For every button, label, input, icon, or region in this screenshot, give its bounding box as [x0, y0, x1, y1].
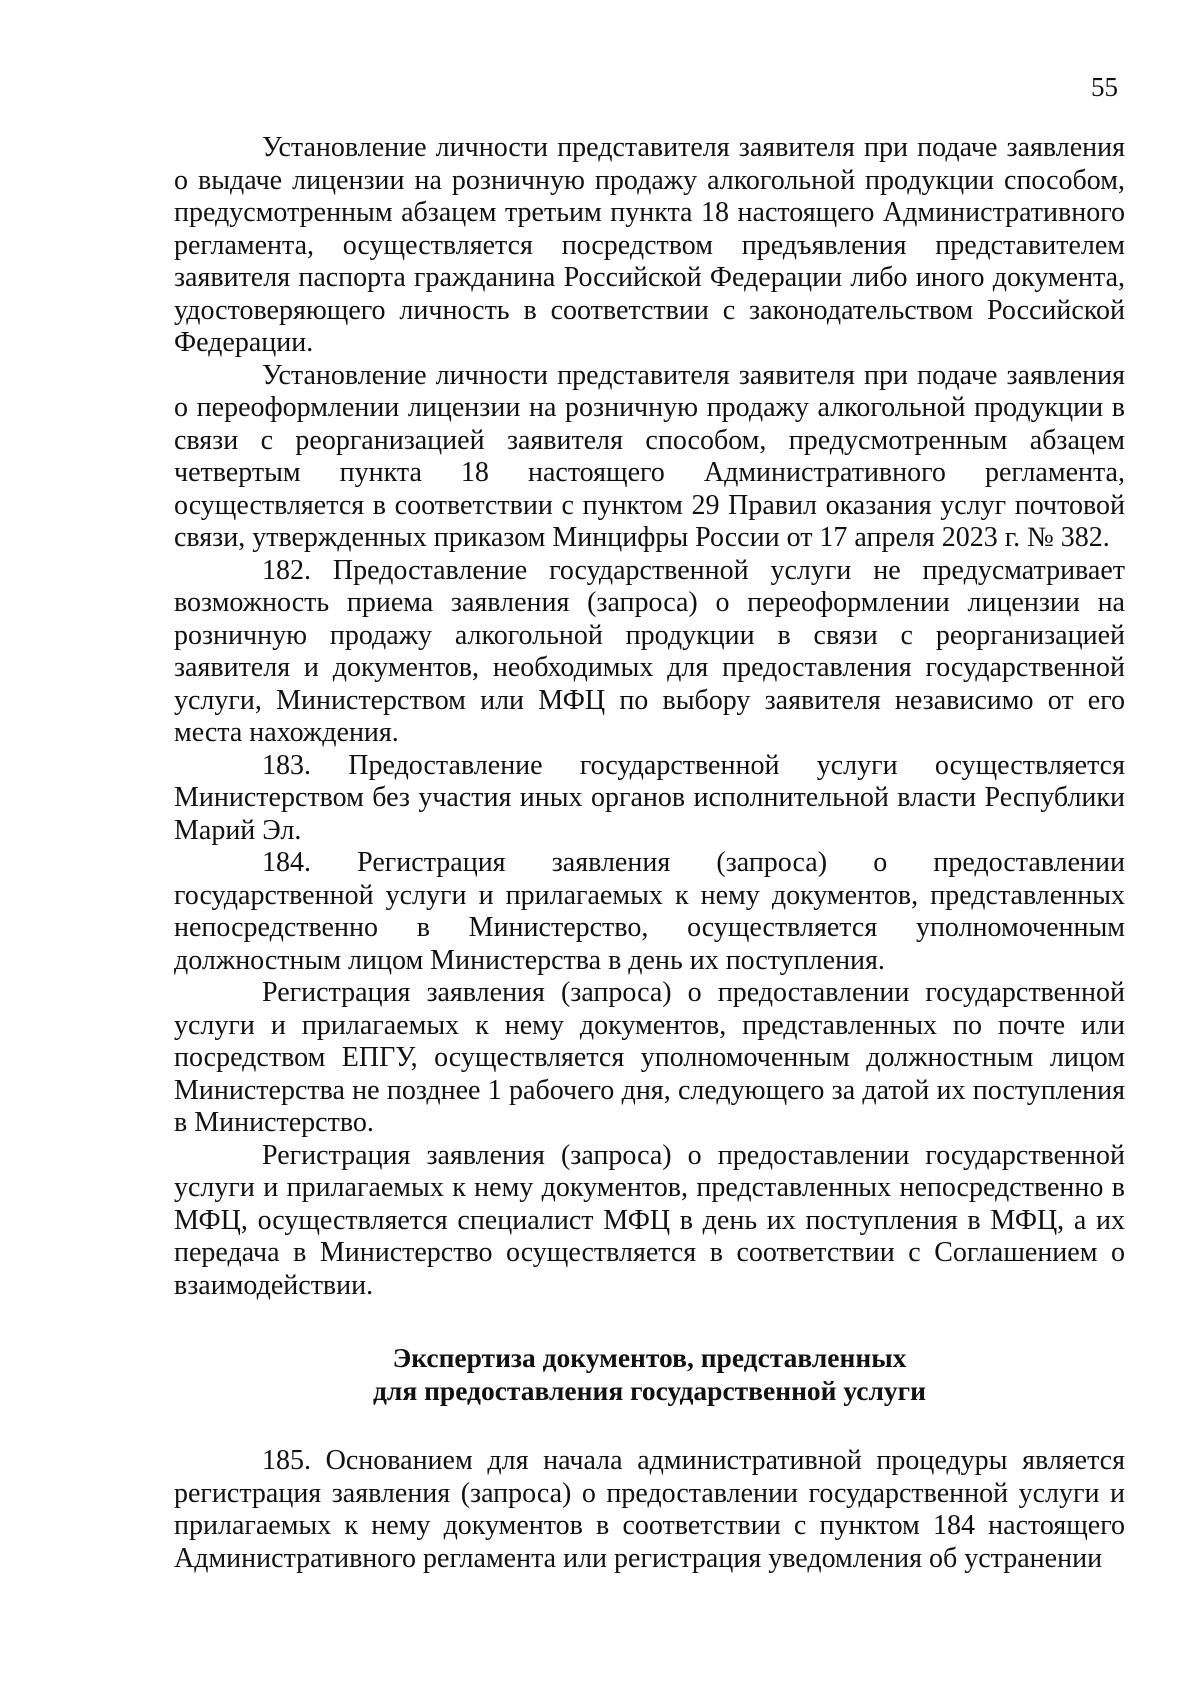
- paragraph-182: 182. Предоставление государственной услуги не предусматривает возможность приема заявления (запроса) о переоформлении лицензии на розничную продажу алкогольной продукции в связи с реорганизацией заявителя и документов, необходимых для предоставления государственной услуги, Министерством или МФЦ по выбору заявителя независимо от его места нахождения.: [174, 554, 1125, 748]
- section-heading-line-2: для предоставления государственной услуги: [372, 1374, 927, 1406]
- section-heading-line-1: Экспертиза документов, представленных: [392, 1342, 907, 1373]
- page-number: 55: [1091, 72, 1118, 102]
- paragraph-185: 185. Основанием для начала административной процедуры является регистрация заявления (запроса) о предоставлении государственной услуги и прилагаемых к нему документов в соответствии с пунктом 184 настоящего Административного регламента или регистрация уведомления об устранении: [174, 1445, 1125, 1574]
- paragraph-184: 184. Регистрация заявления (запроса) о предоставлении государственной услуги и прилагаемых к нему документов, представленных непосредственно в Министерство, осуществляется уполномоченным должностным лицом Министерства в день их поступления.: [174, 847, 1125, 976]
- document-body: [174, 132, 1125, 1575]
- paragraph-registration-mfc: Регистрация заявления (запроса) о предоставлении государственной услуги и прилагаемых к нему документов, представленных непосредственно в МФЦ, осуществляется специалист МФЦ в день их поступления в МФЦ, а их передача в Министерство осуществляется в соответствии с Соглашением о взаимодействии.: [174, 1139, 1125, 1301]
- paragraph-registration-post: Регистрация заявления (запроса) о предоставлении государственной услуги и прилагаемых к нему документов, представленных по почте или посредством ЕПГУ, осуществляется уполномоченным должностным лицом Министерства не позднее 1 рабочего дня, следующего за датой их поступления в Министерство.: [174, 977, 1125, 1138]
- paragraph-183: 183. Предоставление государственной услуги осуществляется Министерством без участия иных органов исполнительной власти Республики Марий Эл.: [174, 749, 1125, 846]
- paragraph-identity-reissue: Установление личности представителя заявителя при подаче заявления о переоформлении лицензии на розничную продажу алкогольной продукции в связи с реорганизацией заявителя способом, предусмотренным абзацем четвертым пункта 18 настоящего Административного регламента, осуществляется в соответствии с пунктом 29 Правил оказания услуг почтовой связи, утвержденных приказом Минцифры России от 17 апреля 2023 г. № 382.: [174, 359, 1125, 553]
- section-heading: [174, 1342, 1125, 1407]
- paragraph-identity-issue: Установление личности представителя заявителя при подаче заявления о выдаче лицензии на розничную продажу алкогольной продукции способом, предусмотренным абзацем третьим пункта 18 настоящего Административного регламента, осуществляется посредством предъявления представителем заявителя паспорта гражданина Российской Федерации либо иного документа, удостоверяющего личность в соответствии с законодательством Российской Федерации.: [174, 132, 1125, 358]
